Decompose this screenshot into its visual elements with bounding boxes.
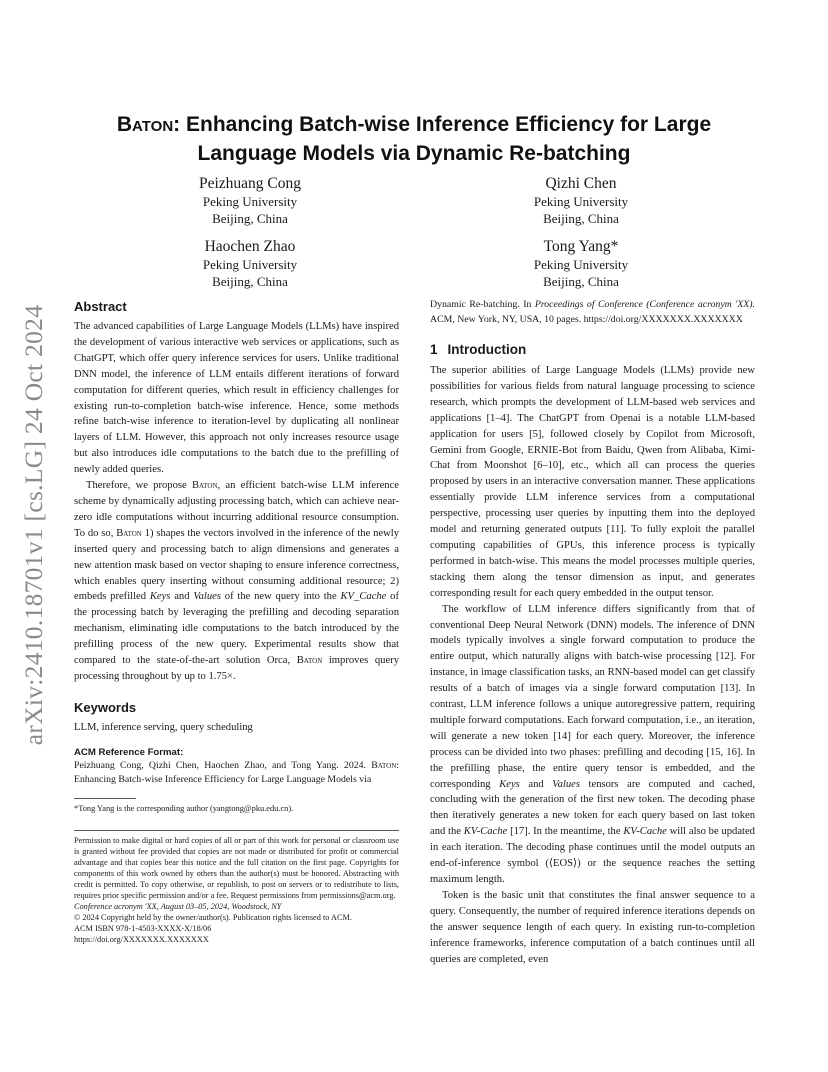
text-run: ACM, New York, NY, USA, 10 pages. https://doi.org/XXXXXXX.XXXXXXX [430, 313, 743, 325]
italic-term: KV_Cache [340, 591, 387, 603]
text-run: 1) shapes the vectors involved in the inference of the newly inserted query and processing batch to align dimensions and generates a new attention mask based on vector shaping to ensure inference correctness, which enables query inserting without consuming additional resource; 2) embeds prefilled [74, 527, 399, 603]
text-run: of the new query into the [220, 591, 341, 603]
intro-paragraph: The superior abilities of Large Language Models (LLMs) provide new possibilities for various fields from natural language processing to science research, which prompts the development of LLM-based web services and applications [1–4]. The ChatGPT from Openai is a notable LLM-based application for users [5], followed closely by Copilot from Microsoft, Gemini from Google, ERNIE-Bot from Baidu, Qwen from Alibaba, Kimi-Chat from Moonshot [6–10], etc., which all can process the queries proposed by users in an interactive conversation manner. These applications essentially provide LLM inference services from a computational perspective, processing user queries by inputting them into the deployed model and returning generated outputs [11]. To fully exploit the parallel computing capabilities of GPUs, this inference process is typically performed in batch-wise. This means the model processes multiple queries, stacking them along the tensor dimension as input, and generates corresponding result for each query embedded in the output tensor. [430, 365, 755, 599]
author-name: Haochen Zhao [204, 238, 296, 255]
text-run: improves query processing throughout by up to 1.75×. [74, 655, 399, 682]
acm-reference-heading: ACM Reference Format: [74, 746, 184, 758]
title-text: : Enhancing Batch-wise Inference Efficiency for Large Language Models via Dynamic Re-batching [173, 113, 712, 165]
author-block [100, 237, 400, 290]
abstract-heading: Abstract [74, 299, 127, 314]
introduction-heading [430, 341, 755, 359]
italic-term: Values [193, 591, 221, 603]
italic-term: KV-Cache [463, 826, 508, 838]
author-name: Peizhuang Cong [198, 175, 302, 192]
text-run: tensors are computed and cached, concluding with the generation of the first new token. The decoding phase then iteratively generates a new token for each query based on last token and the [430, 778, 755, 838]
author-location: Beijing, China [543, 273, 619, 289]
acm-reference-continued [430, 298, 755, 327]
permission-divider [74, 830, 399, 831]
footnote-divider [74, 798, 136, 799]
permission-notice: Permission to make digital or hard copies of all or part of this work for personal or classroom use is granted without fee provided that copies are not made or distributed for profit or commercial advantage and that copies bear this notice and the full citation on the first page. Copyrights for components of this work owned by others than the author(s) must be honored. Abstracting with credit is permitted. To copy otherwise, or republish, to post on servers or to redistribute to lists, requires prior specific permission and/or a fee. Request permissions from permissions@acm.org. [74, 835, 399, 900]
title-system-name: Baton [116, 113, 174, 136]
keywords-text: LLM, inference serving, query scheduling [74, 721, 253, 733]
italic-term: Values [552, 778, 580, 790]
author-location: Beijing, China [212, 273, 288, 289]
doi-link[interactable]: https://doi.org/XXXXXXX.XXXXXXX [74, 934, 209, 944]
abstract-paragraph [74, 478, 399, 685]
intro-paragraph: Token is the basic unit that constitutes the final answer sequence to a query. Consequently, the number of required inference iterations depends on the answer sequence length of each query. In existing run-to-completion inference frameworks, inference computation of a batch continues until all queries are completed, even [430, 889, 755, 965]
author-affiliation: Peking University [533, 194, 629, 209]
right-column [430, 298, 755, 967]
intro-paragraph [430, 602, 755, 888]
arxiv-sidebar [14, 290, 54, 760]
section-title: Introduction [447, 342, 527, 357]
author-block [431, 174, 731, 227]
text-run: Dynamic Re-batching. In [430, 299, 535, 310]
text-run: [17]. In the meantime, the [507, 826, 624, 838]
section-number: 1 [430, 342, 438, 357]
system-name: Baton [371, 759, 397, 771]
acm-reference-text [74, 759, 399, 788]
text-run: and [519, 778, 553, 790]
conference-info: Conference acronym 'XX, August 03–05, 2024, Woodstock, NY [74, 901, 282, 911]
system-name: Baton [296, 655, 323, 667]
author-location: Beijing, China [543, 210, 619, 226]
author-name: Tong Yang* [543, 238, 619, 255]
arxiv-identifier: arXiv:2410.18701v1 [cs.LG] 24 Oct 2024 [19, 304, 48, 746]
text-run: , an efficient batch-wise LLM inference scheme by dynamically adjusting processing batch, which can achieve near-zero idle computations without incurring additional resource consumption. To do so, [74, 480, 399, 539]
text-run: Peizhuang Cong, Qizhi Chen, Haochen Zhao, and Tong Yang. 2024. [74, 759, 372, 771]
italic-term: Keys [149, 591, 171, 603]
italic-term: Keys [499, 778, 520, 790]
author-block [431, 237, 731, 290]
italic-term: KV-Cache [623, 826, 667, 838]
text-run: will also be updated in each iteration. The decoding phase continues until the model outputs an end-of-inference symbol (⟨EOS⟩) or the sequence reaches the setting maximum length. [430, 826, 755, 885]
author-affiliation: Peking University [202, 257, 298, 272]
author-name: Qizhi Chen [545, 175, 617, 192]
author-location: Beijing, China [212, 210, 288, 226]
author-affiliation: Peking University [202, 194, 298, 209]
text-run: Therefore, we propose [86, 480, 192, 492]
author-affiliation: Peking University [533, 257, 629, 272]
left-column [74, 298, 399, 945]
italic-term: Proceedings of Conference (Conference acronym 'XX). [534, 299, 756, 310]
text-run: : Enhancing Batch-wise Inference Efficiency for Large Language Models via [74, 759, 399, 786]
keywords-heading: Keywords [74, 699, 137, 715]
corresponding-author-footnote: *Tong Yang is the corresponding author (yangtong@pku.edu.cn). [74, 803, 294, 813]
system-name: Baton [116, 527, 142, 539]
paper-title [74, 110, 754, 168]
text-run: of the processing batch by leveraging the prefilling and decoding separation mechanism, eliminating idle computations to the batch introduced by the prefilling process of the new query. Experimental results show that compared to the state-of-the-art solution Orca, [74, 591, 400, 667]
text-run: and [170, 591, 194, 603]
text-run: The workflow of LLM inference differs significantly from that of conventional Deep Neural Network (DNN) models. The inference of DNN models typically involves a single forward computation to produce the entire output, which naturally aligns with batch-wise processing [12]. For instance, in image classification tasks, an RNN-based model can get classify results of a batch of images via a single forward computation [13]. In contrast, LLM inference follows a unique autoregressive pattern, requiring multiple forward computations. Each forward computation, i.e., an iteration, will generate a new token [14] for each query. Moreover, the inference process can be divided into two phases: prefilling and decoding [15, 16]. In the prefilling phase, the entire query tensor is embedded, and the corresponding [430, 603, 755, 790]
abstract-paragraph: The advanced capabilities of Large Language Models (LLMs) have inspired the development of various interactive web services or applications, such as ChatGPT, which offer query inference services for users. Unlike traditional DNN model, the inference of LLM entails different iterations of forward computation for different queries, which result in efficiency challenges for existing run-to-completion batch-wise inference. Hence, some methods refine batch-wise inference to iteration-level by duplicating all nonlinear layers of LLM. However, this approach not only increases resource usage but also introduces idle computations to the batch due to the prefilling of newly added queries. [74, 321, 399, 476]
system-name: Baton [191, 480, 218, 492]
isbn-line: ACM ISBN 978-1-4503-XXXX-X/18/06 [74, 923, 212, 933]
copyright-line: © 2024 Copyright held by the owner/author(s). Publication rights licensed to ACM. [74, 912, 352, 922]
author-block [100, 174, 400, 227]
